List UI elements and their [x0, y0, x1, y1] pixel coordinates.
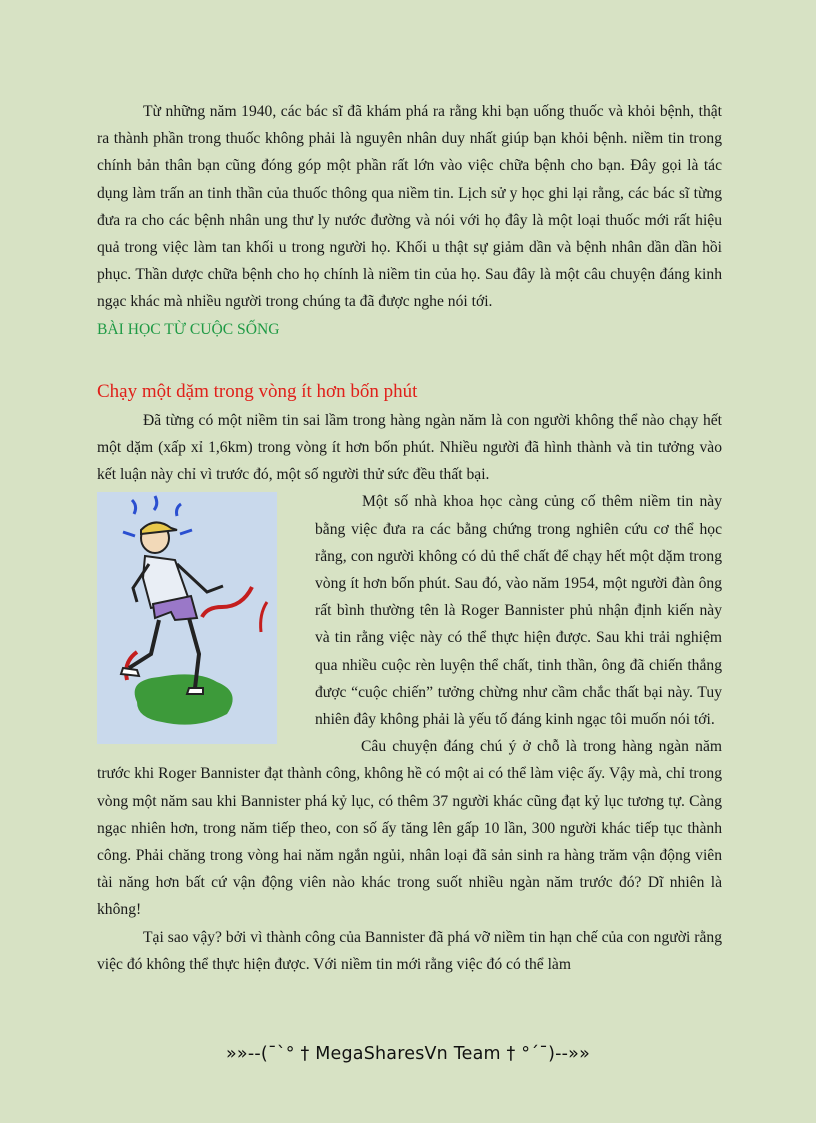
- runner-clipart-icon: [97, 492, 277, 744]
- document-page: [97, 98, 722, 978]
- paragraph-1: Đã từng có một niềm tin sai lầm trong hàng ngàn năm là con người không thể nào chạy hết một dặm (xấp xỉ 1,6km) trong vòng ít hơn bốn phút. Nhiều người đã hình thành và tin tưởng vào kết luận này chỉ vì trước đó, một số người thử sức đều thất bại.: [97, 411, 722, 484]
- page-footer: »»--(¯`° † MegaSharesVn Team † °´¯)--»»: [226, 1044, 590, 1064]
- intro-paragraph: Từ những năm 1940, các bác sĩ đã khám phá ra rằng khi bạn uống thuốc và khỏi bệnh, thật ra thành phần trong thuốc không phải là nguyên nhân duy nhất giúp bạn khỏi bệnh. niềm tin trong chính bản thân bạn cũng đóng góp một phần rất lớn vào việc chữa bệnh cho bạn. Đây gọi là tác dụng làm trấn an tinh thần của thuốc thông qua niềm tin. Lịch sử y học ghi lại rằng, các bác sĩ từng đưa ra cho các bệnh nhân ung thư ly nước đường và nói với họ đây là một loại thuốc mới rất hiệu quả trong việc làm tan khối u trong người họ. Khối u thật sự giảm dần và bệnh nhân dần dần hồi phục. Thần dược chữa bệnh cho họ chính là niềm tin của họ. Sau đây là một câu chuyện đáng kinh ngạc khác mà nhiều người trong chúng ta đã được nghe nói tới.: [97, 103, 722, 311]
- section-title: BÀI HỌC TỪ CUỘC SỐNG: [97, 320, 280, 338]
- paragraph-4: Tại sao vậy? bởi vì thành công của Bannister đã phá vỡ niềm tin hạn chế của con người rằng việc đó không thể thực hiện được. Với niềm tin mới rằng việc đó có thể làm: [97, 928, 722, 973]
- paragraph-3: Câu chuyện đáng chú ý ở chỗ là trong hàng ngàn năm trước khi Roger Bannister đạt thành công, không hề có một ai có thể làm việc ấy. Vậy mà, chỉ trong vòng một năm sau khi Bannister phá kỷ lục, có thêm 37 người khác cũng đạt kỷ lục tương tự. Càng ngạc nhiên hơn, trong năm tiếp theo, con số ấy tăng lên gấp 10 lần, 300 người khác tiếp tục thành công. Phải chăng trong vòng hai năm ngắn ngủi, nhân loại đã sản sinh ra hàng trăm vận động viên tài năng hơn bất cứ vận động viên nào khác trong suốt nhiều ngàn năm trước đó? Dĩ nhiên là không!: [97, 738, 722, 919]
- paragraph-2: Một số nhà khoa học càng củng cố thêm niềm tin này bằng việc đưa ra các bằng chứng trong nghiên cứu cơ thể học rằng, con người không có dủ thể chất để chạy hết một dặm trong vòng ít hơn bốn phút. Sau đó, vào năm 1954, một người đàn ông rất bình thường tên là Roger Bannister phủ nhận định kiến này và tin rằng việc này có thể thực hiện được. Sau khi trải nghiệm qua nhiều cuộc rèn luyện thể chất, tinh thần, ông đã chiến thắng được “cuộc chiến” tưởng chừng như cầm chắc thất bại này. Tuy nhiên đây không phải là yếu tố đáng kinh ngạc tôi muốn nói tới.: [315, 493, 722, 729]
- article-heading: Chạy một dặm trong vòng ít hơn bốn phút: [97, 380, 418, 402]
